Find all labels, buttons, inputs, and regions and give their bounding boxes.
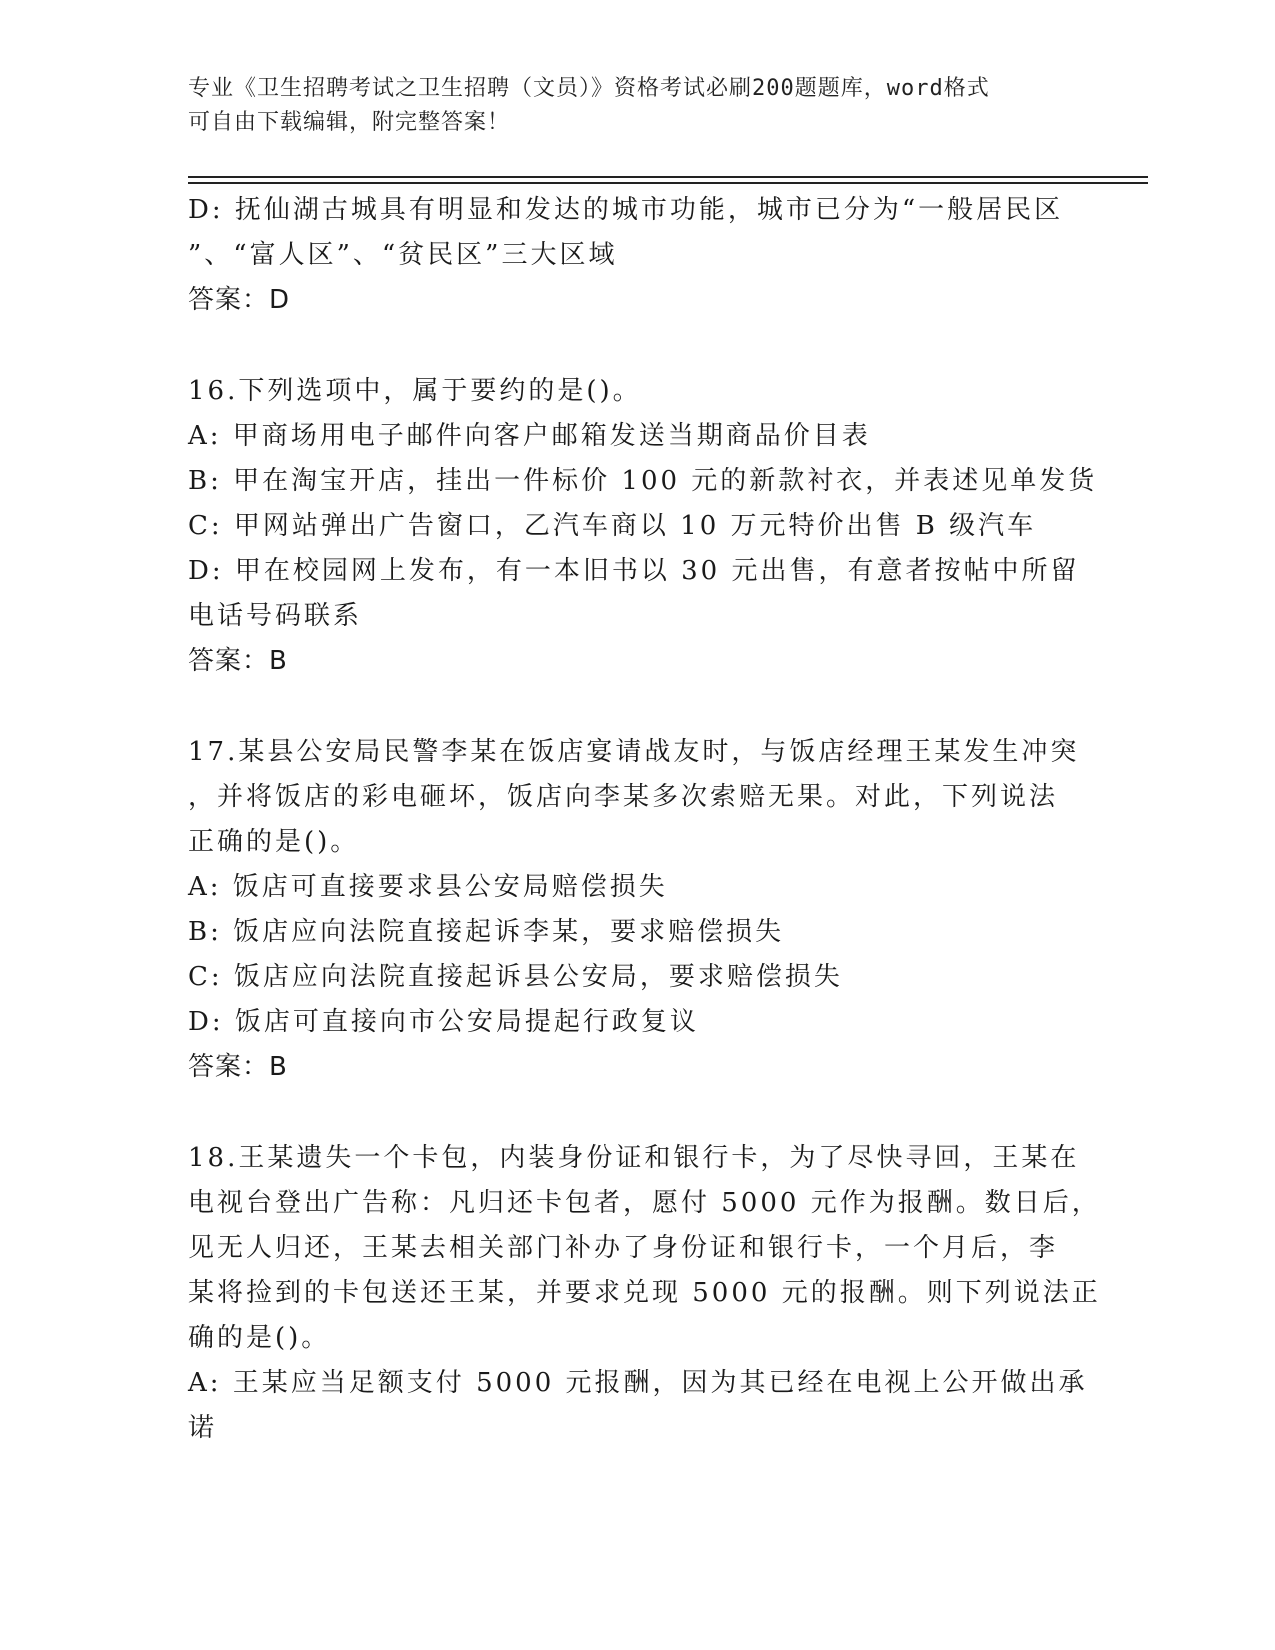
- option-d-line-2: ”、“富人区”、“贫民区”三大区域: [188, 240, 618, 270]
- option-d: D: 饭店可直接向市公安局提起行政复议: [188, 1007, 699, 1037]
- option-a-line-1: A: 王某应当足额支付 5000 元报酬，因为其已经在电视上公开做出承: [188, 1368, 1088, 1398]
- option-c: C: 饭店应向法院直接起诉县公安局，要求赔偿损失: [188, 962, 843, 992]
- answer-text: 答案：B: [188, 1052, 288, 1082]
- question-stem-line-4: 某将捡到的卡包送还王某，并要求兑现 5000 元的报酬。则下列说法正: [188, 1278, 1101, 1308]
- header-line-2: 可自由下载编辑，附完整答案！: [188, 110, 511, 135]
- question-stem-line-2: ，并将饭店的彩电砸坏，饭店向李某多次索赔无果。对此，下列说法: [188, 782, 1059, 812]
- header-rule-bottom: [188, 182, 1148, 184]
- option-b: B: 甲在淘宝开店，挂出一件标价 100 元的新款衬衣，并表述见单发货: [188, 466, 1098, 496]
- question-16: [188, 369, 1098, 684]
- question-stem: 16.下列选项中，属于要约的是()。: [188, 376, 642, 406]
- question-stem-line-3: 见无人归还，王某去相关部门补办了身份证和银行卡，一个月后，李: [188, 1233, 1059, 1263]
- option-d-line-1: D: 抚仙湖古城具有明显和发达的城市功能，城市已分为“一般居民区: [188, 195, 1064, 225]
- spacer: [188, 1090, 1088, 1136]
- spacer: [188, 323, 1088, 369]
- spacer: [188, 684, 1088, 730]
- question-stem-line-3: 正确的是()。: [188, 827, 360, 857]
- question-stem-line-2: 电视台登出广告称：凡归还卡包者，愿付 5000 元作为报酬。数日后，: [188, 1188, 1101, 1218]
- question-15: [188, 188, 1088, 323]
- answer-text: 答案：B: [188, 646, 288, 676]
- document-header: [188, 72, 1068, 140]
- header-rule-top: [188, 176, 1148, 178]
- answer-text: 答案：D: [188, 285, 291, 315]
- option-c: C: 甲网站弹出广告窗口，乙汽车商以 10 万元特价出售 B 级汽车: [188, 511, 1037, 541]
- question-17: [188, 730, 1088, 1090]
- question-stem-line-5: 确的是()。: [188, 1323, 331, 1353]
- header-line-1: 专业《卫生招聘考试之卫生招聘（文员）》资格考试必刷200题题库，word格式: [188, 76, 990, 101]
- question-stem-line-1: 18.王某遗失一个卡包，内装身份证和银行卡，为了尽快寻回，王某在: [188, 1143, 1080, 1173]
- question-18: [188, 1136, 1101, 1451]
- option-a: A: 饭店可直接要求县公安局赔偿损失: [188, 872, 668, 902]
- option-d-line-1: D: 甲在校园网上发布，有一本旧书以 30 元出售，有意者按帖中所留: [188, 556, 1080, 586]
- option-a-line-2: 诺: [188, 1413, 218, 1443]
- question-stem-line-1: 17.某县公安局民警李某在饭店宴请战友时，与饭店经理王某发生冲突: [188, 737, 1080, 767]
- option-b: B: 饭店应向法院直接起诉李某，要求赔偿损失: [188, 917, 785, 947]
- question-content: [188, 188, 1101, 1451]
- option-d-line-2: 电话号码联系: [188, 601, 363, 631]
- option-a: A: 甲商场用电子邮件向客户邮箱发送当期商品价目表: [188, 421, 871, 451]
